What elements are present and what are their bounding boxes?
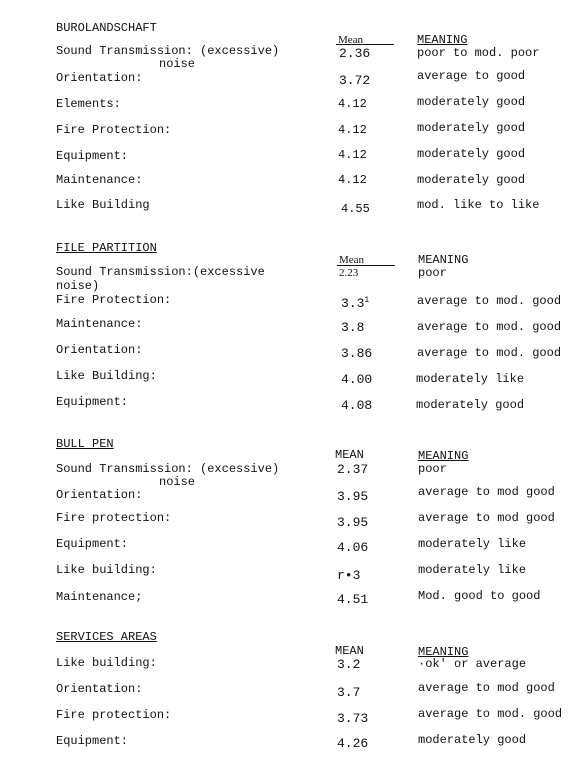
row-meaning: poor [418,266,447,280]
row-meaning: moderately good [417,147,526,161]
meaning-header: MEANING [418,449,469,463]
row-meaning: moderately good [417,95,526,109]
row-label: Like building: [56,563,157,577]
row-label: Maintenance: [56,317,143,331]
row-mean: 2.23 [339,267,359,279]
row-mean: 3.95 [337,489,369,504]
row-meaning: ·ok' or average [418,657,527,671]
row-meaning: moderately good [416,398,525,412]
row-mean: 4.06 [337,540,369,555]
row-label: Fire protection: [56,511,172,525]
row-meaning: moderately good [418,733,527,747]
row-label: Orientation: [56,71,143,85]
row-meaning: mod. like to like [417,198,540,212]
row-mean: 2.36 [339,46,371,61]
row-label: Maintenance; [56,590,143,604]
meaning-header: MEANING [418,645,469,659]
mean-header: Mean [339,254,365,266]
row-label: Maintenance: [56,173,143,187]
row-meaning: average to good [417,69,526,83]
row-label: Fire Protection: [56,293,172,307]
row-label: Like Building: [56,369,157,383]
row-mean: 4.12 [338,123,367,137]
mean-header: Mean [338,34,364,46]
row-meaning: average to mod. good [417,346,562,360]
row-mean: 4.26 [337,736,369,751]
row-mean: 3.86 [341,346,373,361]
row-mean: r•3 [337,568,361,583]
row-mean: 4.12 [338,148,367,162]
row-mean: 4.55 [341,202,370,216]
row-mean: 3.72 [339,73,371,88]
row-mean: 4.00 [341,372,373,387]
row-meaning: moderately like [418,563,527,577]
row-mean: 3.7 [337,685,361,700]
row-mean: $3.3^1$ [341,296,370,311]
row-mean: 4.12 [338,173,367,187]
row-meaning: poor [418,462,447,476]
mean-header: MEAN [335,644,364,658]
row-label: Like Building [56,198,150,212]
row-meaning: Mod. good to good [418,589,541,603]
row-label-continuation: noise [159,57,196,71]
row-mean: 2.37 [337,462,369,477]
row-meaning: moderately like [418,537,527,551]
row-label: Fire Protection: [56,123,172,137]
row-mean: 4.51 [337,592,369,607]
row-meaning: average to mod. good [417,320,562,334]
row-label: Like building: [56,656,157,670]
row-meaning: average to mod good [418,511,555,525]
row-meaning: moderately good [417,121,526,135]
row-label: Equipment: [56,537,129,551]
row-meaning: moderately like [416,372,525,386]
row-label: Sound Transmission: (excessive) [56,462,280,476]
row-label: Equipment: [56,395,129,409]
section-title: BULL PEN [56,437,114,451]
row-meaning: moderately good [417,173,526,187]
row-label: Sound Transmission: (excessive) [56,44,280,58]
row-label: Orientation: [56,682,143,696]
row-label: Fire protection: [56,708,172,722]
row-label: Equipment: [56,149,129,163]
row-mean: 3.2 [337,657,361,672]
row-label: Orientation: [56,488,143,502]
row-label-continuation: noise [159,475,196,489]
row-label: Elements: [56,97,121,111]
row-meaning: poor to mod. poor [417,46,540,60]
row-meaning: average to mod good [418,681,555,695]
mean-header-underline [336,44,394,45]
section-title: BUROLANDSCHAFT [56,21,157,35]
row-label: Orientation: [56,343,143,357]
row-meaning: average to mod. good [418,707,563,721]
row-mean: 4.12 [338,97,367,111]
meaning-header: MEANING [417,33,468,47]
mean-header: MEAN [335,448,364,462]
row-mean: 3.73 [337,711,369,726]
section-title: SERVICES AREAS [56,630,157,644]
row-mean: 3.8 [341,320,365,335]
meaning-header: MEANING [418,253,469,267]
row-label-continuation: noise) [56,279,100,293]
row-label: Sound Transmission:(excessive [56,265,265,279]
row-label: Equipment: [56,734,129,748]
row-meaning: average to mod good [418,485,555,499]
row-mean: 4.08 [341,398,373,413]
row-meaning: average to mod. good [417,294,562,308]
section-title: FILE PARTITION [56,241,157,255]
row-mean: 3.95 [337,515,369,530]
mean-header-underline [337,265,395,266]
